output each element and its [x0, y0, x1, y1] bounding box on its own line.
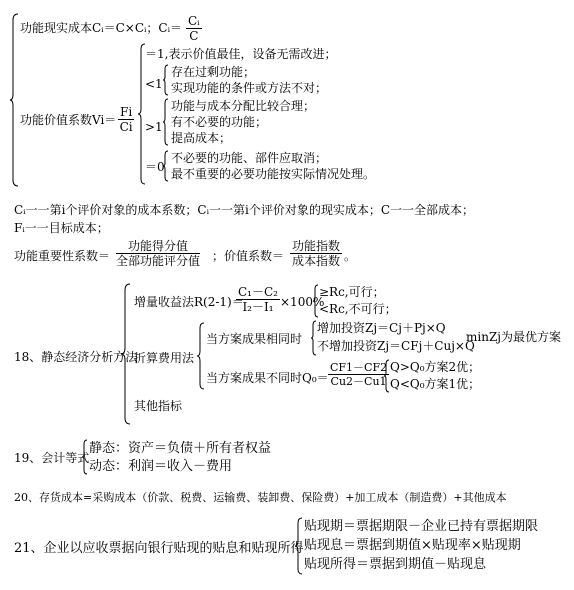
inc-case-2: <Rc,不可行；: [319, 302, 397, 316]
q0-fraction: CF1－CF2 Cu2－Cu1: [330, 361, 388, 388]
case-zero: ＝0: [145, 160, 165, 174]
item20-text: 20、存货成本=采购成本（价款、税费、运输费、装卸费、保险费）+加工成本（制造费）+其他成本: [14, 491, 507, 504]
value-coefficient-label: 功能价值系数Vi＝: [20, 113, 117, 127]
zero-item-1: 不必要的功能、部件应取消；: [171, 151, 328, 165]
definitions-line-2: Fᵢ一一目标成本；: [14, 221, 109, 235]
same-item-2: 不增加投资Zj＝CFj＋Cuj×Q: [317, 339, 475, 353]
gt-item-3: 提高成本；: [171, 131, 232, 145]
brace-item19: [82, 440, 88, 474]
gt-item-2: 有不必要的功能；: [171, 115, 268, 129]
brace-item21: [295, 518, 303, 574]
importance-fraction: 功能得分值 全部功能评分值: [116, 239, 201, 268]
value-index-fraction: 功能指数 成本指数: [292, 239, 341, 268]
q0-case-1: Q>Q₀方案2优；: [390, 360, 481, 374]
diff-output-label: 当方案成果不同时Q₀＝: [206, 371, 329, 385]
discount-proceeds: 贴现所得＝票据到期值－贴现息: [304, 557, 487, 572]
zero-item-2: 最不重要的必要功能按实际情况处理。: [171, 167, 376, 181]
importance-label: 功能重要性系数＝: [14, 249, 111, 263]
item21-label: 21、企业以应收票据向银行贴现的贴息和贴现所得: [14, 541, 304, 556]
conversion-method: 折算费用法: [134, 351, 195, 365]
lt-item-2: 实现功能的条件或方法不对；: [171, 81, 328, 95]
item18-label: 18、静态经济分析方法: [14, 350, 138, 364]
other-indicators: 其他指标: [134, 399, 183, 413]
definitions-line-1: Cᵢ一一第i个评价对象的成本系数；Cᵢ一一第i个评价对象的现实成本；C一一全部成本；: [14, 203, 475, 217]
gt-item-1: 功能与成本分配比较合理；: [171, 99, 316, 113]
brace-lt-cases: [163, 65, 169, 95]
value-coefficient-fraction: Fi Ci: [119, 105, 133, 134]
brace-block1: [10, 14, 20, 186]
discount-period: 贴现期＝票据期限－企业已持有票据期限: [304, 519, 539, 534]
importance-end: 。: [344, 249, 357, 263]
case-equal-one: ＝1,表示价值最佳，设备无需改进；: [145, 47, 337, 61]
lt-item-1: 存在过剩功能；: [171, 65, 256, 79]
min-zj-note: minZj为最优方案: [466, 330, 562, 344]
function-cost-fraction: Cᵢ C: [188, 14, 200, 43]
dynamic-equation: 动态：利润＝收入－费用: [89, 459, 233, 474]
incremental-method: 增量收益法R(2-1)＝: [134, 295, 244, 309]
value-coefficient-mid: ；价值系数＝: [212, 249, 285, 263]
brace-conversion: [197, 323, 205, 389]
brace-item18: [121, 284, 131, 424]
item19-label: 19、会计等式: [14, 451, 90, 465]
incremental-tail: ×100%: [280, 295, 325, 309]
inc-case-1: ≥Rc,可行；: [319, 285, 385, 299]
discount-interest: 贴现息＝票据到期值×贴现率×贴现期: [304, 538, 521, 553]
static-equation: 静态：资产＝负债＋所有者权益: [89, 441, 272, 456]
same-item-1: 增加投资Zj＝Cj＋Pj×Q: [317, 321, 446, 335]
case-less-one: <1: [145, 77, 163, 91]
incremental-fraction: C₁－C₂ I₂－I₁: [238, 285, 278, 314]
brace-gt-cases: [163, 99, 169, 145]
case-greater-one: >1: [145, 120, 163, 134]
brace-zero-cases: [163, 151, 169, 181]
function-cost-formula: 功能现实成本Cᵢ＝C×Cᵢ；Cᵢ＝: [20, 21, 183, 35]
same-output-label: 当方案成果相同时: [206, 332, 303, 346]
q0-case-2: Q<Q₀方案1优；: [390, 377, 481, 391]
